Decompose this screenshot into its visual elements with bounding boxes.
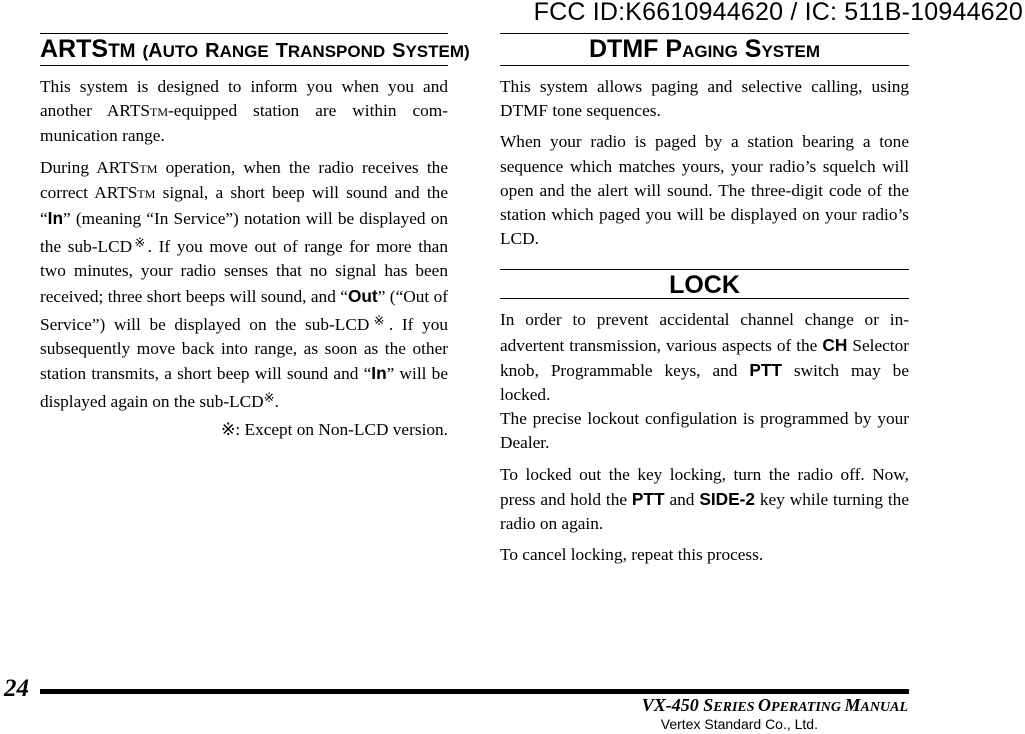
lcd-footnote: ※: Except on Non-LCD version.	[220, 419, 448, 439]
dtmf-heading: DTMF PAGING SYSTEM	[500, 33, 909, 66]
footer-rule	[40, 689, 909, 694]
lock-heading: LOCK	[500, 269, 909, 299]
lock-procedure-paragraph: To locked out the key locking, turn the radio off. Now, press and hold the PTT and SIDE-2 key while turning the radio on again.	[500, 464, 909, 534]
in-service-label: In	[47, 208, 64, 229]
left-column	[40, 33, 470, 442]
manual-title: VX-450 SERIES OPERATING MANUAL	[641, 695, 908, 715]
side2-key-label: SIDE-2	[699, 488, 756, 509]
lock-dealer-paragraph: The precise lockout configulation is programmed by your Dealer.	[500, 409, 909, 453]
arts-heading-words: AUTO RANGE TRANSPOND SYSTEM	[148, 40, 465, 62]
page-number: 24	[4, 675, 29, 702]
out-of-service-label: Out	[347, 285, 378, 306]
dtmf-intro-paragraph: This system allows paging and selective calling, using DTMF tone sequences.	[500, 77, 909, 121]
lock-intro-paragraph: In order to prevent accidental channel change or inadvertent transmission, various aspects of the CH Selector knob, Programmable keys, and PTT switch may be locked.	[500, 310, 909, 405]
arts-intro-paragraph: This system is designed to inform you when you and another ARTSTM-equipped station are within communication range.	[40, 77, 448, 146]
ch-key-label: CH	[822, 334, 848, 355]
arts-heading: ARTSTM (AUTO RANGE TRANSPOND SYSTEM)	[40, 33, 448, 66]
arts-operation-paragraph: During ARTSTM operation, when the radio receives the correct ARTSTM signal, a short beep will sound and the “In” (meaning “In Service”) notation will be displayed on the sub-LCD※. If you move out of range for more than two minutes, your radio senses that no signal has been received; three short beeps will sound, and “Out” (“Out of Service”) will be displayed on the sub-LCD※. If you subsequently move back into range, as soon as the other station transmits, a short beep will sound and “In” will be displayed again on the sub-LCD※.	[40, 157, 448, 412]
lock-cancel-paragraph: To cancel locking, repeat this process.	[500, 545, 764, 565]
dtmf-paging-paragraph: When your radio is paged by a station bearing a tone sequence which matches yours, your radio’s squelch will open and the alert will sound. The three-digit code of the station which paged you will be displayed on your radio’s LCD.	[500, 132, 909, 249]
company-name: Vertex Standard Co., Ltd.	[660, 716, 818, 732]
ptt-key-label: PTT	[749, 359, 782, 380]
fcc-id-stamp: FCC ID:K6610944620 / IC: 511B-10944620	[533, 0, 1023, 26]
right-column	[500, 33, 909, 574]
